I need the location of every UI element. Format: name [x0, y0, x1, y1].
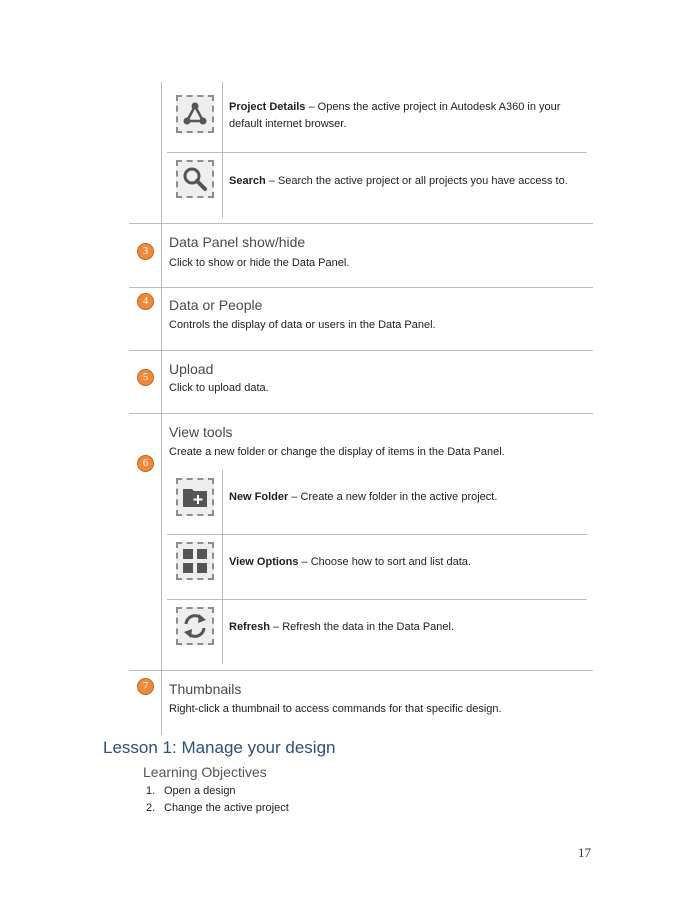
view-options-description: View Options – Choose how to sort and list data.	[229, 556, 471, 568]
project-details-icon	[176, 95, 214, 133]
tool-title: View Options	[229, 556, 299, 568]
table-left-rule	[161, 82, 162, 735]
new-folder-description: New Folder – Create a new folder in the active project.	[229, 491, 498, 503]
row-divider	[129, 223, 593, 224]
item-heading: Data or People	[169, 297, 263, 313]
list-text: Open a design	[164, 785, 236, 797]
item-text: Click to show or hide the Data Panel.	[169, 257, 350, 269]
nested-divider	[167, 152, 587, 153]
tool-title: Refresh	[229, 621, 270, 633]
lesson-title: Lesson 1: Manage your design	[103, 738, 336, 757]
callout-badge: 5	[137, 369, 154, 386]
tool-title: Search	[229, 175, 266, 187]
item-text: Controls the display of data or users in the Data Panel.	[169, 319, 436, 331]
list-number: 1.	[146, 785, 156, 797]
search-description: Search – Search the active project or all projects you have access to.	[229, 175, 568, 187]
project-details-description: Project Details – Opens the active project in Autodesk A360 in your default internet browser.	[229, 101, 561, 130]
item-heading: Thumbnails	[169, 681, 242, 697]
tool-title: New Folder	[229, 491, 289, 503]
list-number: 2.	[146, 802, 156, 814]
list-text: Change the active project	[164, 802, 289, 814]
item-text: Click to upload data.	[169, 382, 269, 394]
nested-divider	[167, 534, 587, 535]
nested-divider	[167, 599, 587, 600]
item-text: Right-click a thumbnail to access commands for that specific design.	[169, 703, 502, 715]
row-divider	[129, 413, 593, 414]
callout-badge: 3	[137, 243, 154, 260]
row-divider	[129, 350, 593, 351]
tool-title: Project Details	[229, 101, 306, 113]
item-heading: View tools	[169, 424, 233, 440]
view-options-icon	[176, 542, 214, 580]
new-folder-icon	[176, 478, 214, 516]
nested-rule-view-tools	[222, 470, 223, 664]
page-number: 17	[578, 845, 591, 860]
callout-badge: 4	[137, 293, 154, 310]
item-heading: Upload	[169, 361, 214, 377]
refresh-icon	[176, 607, 214, 645]
row-divider	[129, 287, 593, 288]
callout-badge: 6	[137, 455, 154, 472]
row-divider	[129, 670, 593, 671]
objective-item	[146, 802, 289, 814]
search-icon	[176, 160, 214, 198]
refresh-description: Refresh – Refresh the data in the Data Panel.	[229, 621, 455, 633]
callout-badge: 7	[137, 678, 154, 695]
objectives-heading: Learning Objectives	[143, 764, 267, 780]
nested-rule-top	[222, 82, 223, 218]
item-heading: Data Panel show/hide	[169, 234, 306, 250]
objective-item	[146, 785, 236, 797]
item-text: Create a new folder or change the display of items in the Data Panel.	[169, 446, 505, 458]
